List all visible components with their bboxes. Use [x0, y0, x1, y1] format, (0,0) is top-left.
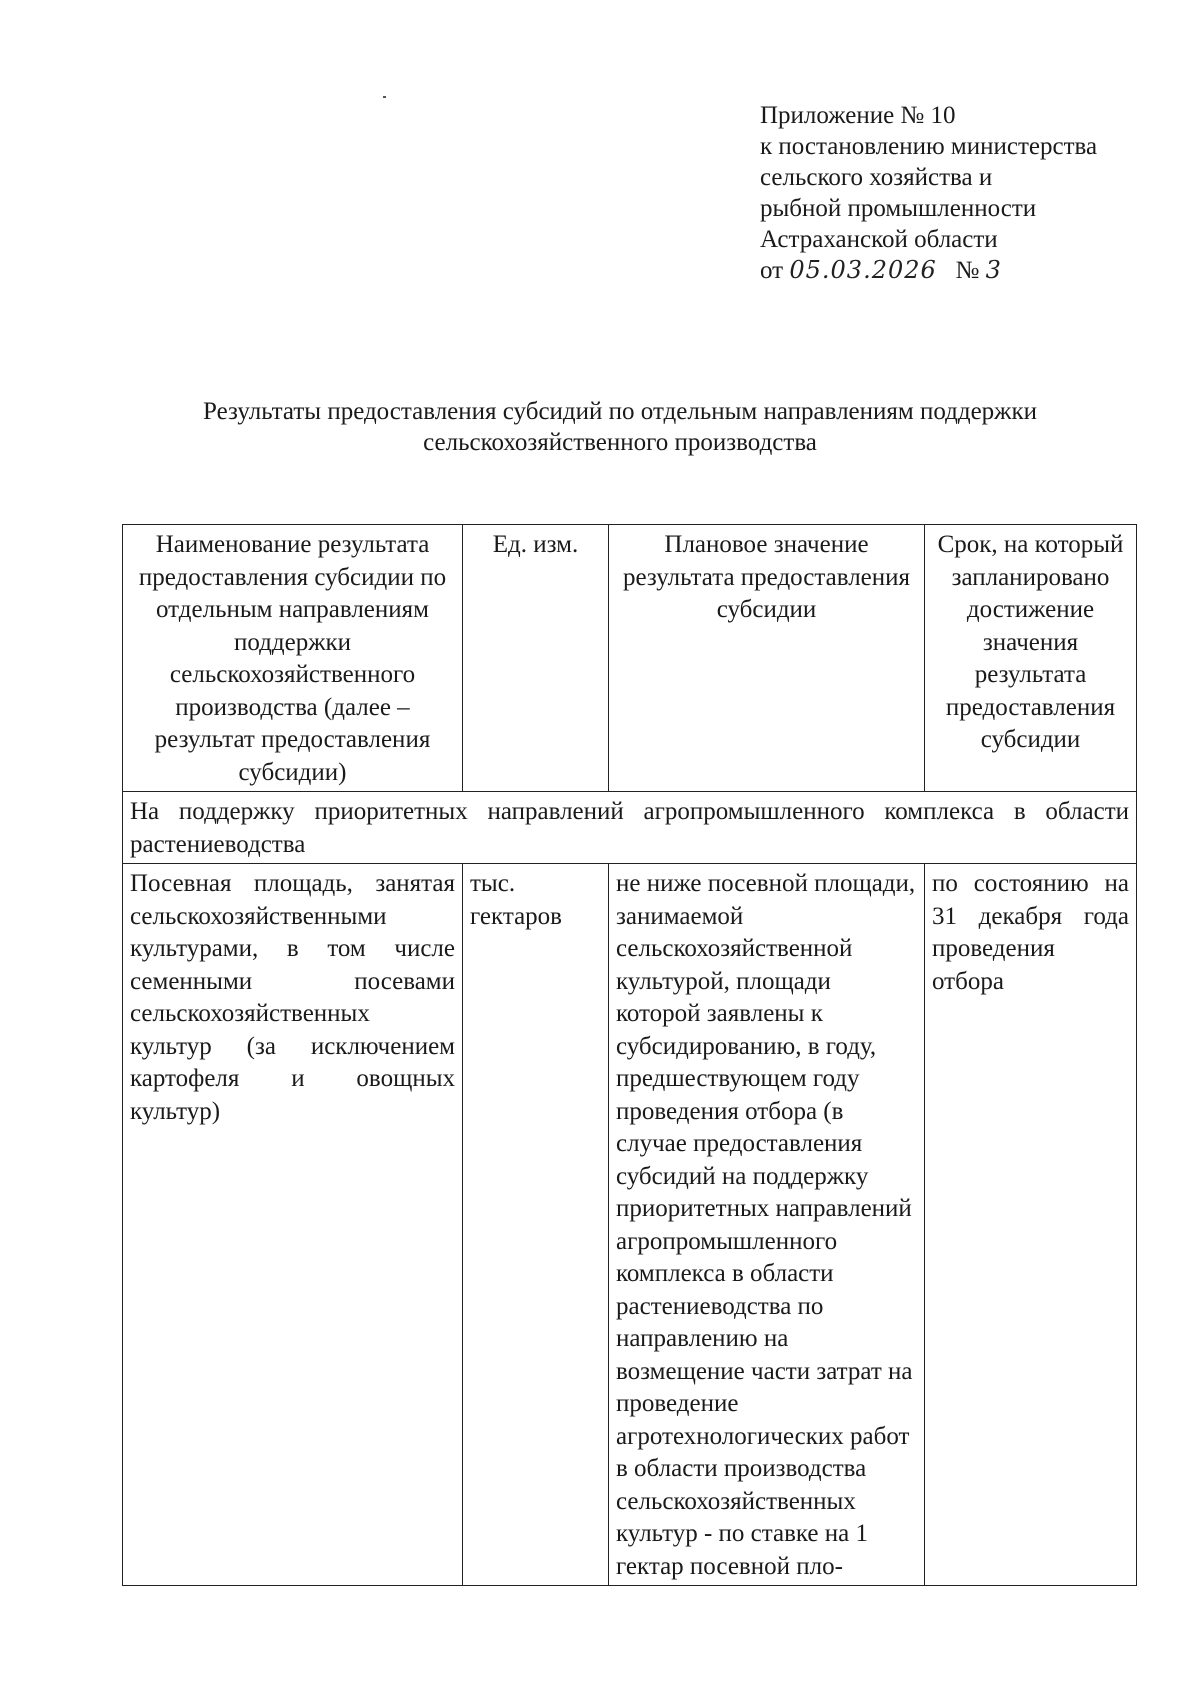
annex-number-value: 3: [985, 256, 1002, 284]
table-row: [123, 864, 1137, 1586]
annex-line-5: Астраханской области: [760, 226, 998, 253]
header-unit: Ед. изм.: [463, 525, 609, 792]
section-title: На поддержку приоритетных направлений агропромышленного комплекса в области растениеводства: [123, 792, 1137, 864]
header-result-name: Наименование результата предоставления субсидии по отдельным направлениям поддержки сельскохозяйственного производства (далее – результат предоставления субсидии): [123, 525, 463, 792]
annex-date-line: [760, 255, 1097, 286]
scan-speck: [383, 96, 386, 98]
cell-result-name: Посевная площадь, занятая сельскохозяйственными культурами, в том числе семенными посевами сельскохозяйственных культур (за исключением картофеля и овощных культур): [123, 864, 463, 1586]
annex-line-2: к постановлению министерства: [760, 133, 1098, 160]
cell-deadline: по состоянию на 31 декабря года проведения отбора: [925, 864, 1137, 1586]
annex-date-prefix: от: [760, 257, 784, 284]
annex-header: [760, 100, 1097, 286]
results-table: [122, 524, 1137, 1586]
document-title-line-2: сельскохозяйственного производства: [423, 429, 817, 456]
annex-line-4: рыбной промышленности: [760, 195, 1037, 222]
header-deadline: Срок, на который запланировано достижение значения результата предоставления субсидии: [925, 525, 1137, 792]
annex-line-1: Приложение № 10: [760, 102, 956, 129]
annex-number-prefix: №: [955, 257, 980, 284]
document-title-line-1: Результаты предоставления субсидий по отдельным направлениям поддержки: [203, 398, 1037, 425]
document-title: [120, 396, 1120, 458]
header-plan-value: Плановое значение результата предоставления субсидии: [609, 525, 925, 792]
table-header-row: [123, 525, 1137, 792]
cell-unit: тыс. гектаров: [463, 864, 609, 1586]
cell-plan-value: не ниже посевной площади, занимаемой сельскохозяйственной культурой, площади которой заявлены к субсидированию, в году, предшествующем году проведения отбора (в случае предоставления субсидий на поддержку приоритетных направлений агропромышленного комплекса в области растениеводства по направлению на возмещение части затрат на проведение агротехнологических работ в области производства сельскохозяйственных культур - по ставке на 1 гектар посевной пло-: [609, 864, 925, 1586]
annex-line-3: сельского хозяйства и: [760, 164, 993, 191]
section-row: [123, 792, 1137, 864]
annex-date-value: 05.03.2026: [789, 256, 937, 284]
